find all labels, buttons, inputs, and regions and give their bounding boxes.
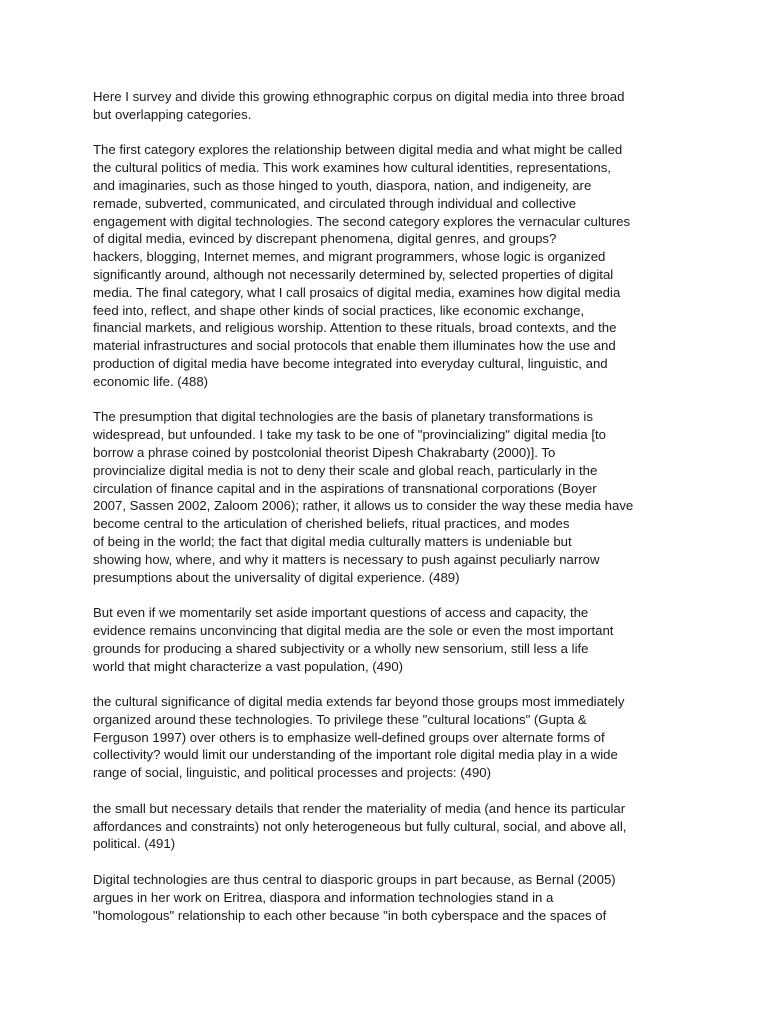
text-line: the small but necessary details that render the materiality of media (and hence its particular (93, 800, 626, 816)
text-line: range of social, linguistic, and political processes and projects: (490) (93, 765, 492, 781)
paragraph-2 (93, 141, 683, 390)
text-line: economic life. (488) (93, 373, 209, 389)
text-line: of digital media, evinced by discrepant phenomena, digital genres, and groups? (93, 231, 557, 247)
text-line: of being in the world; the fact that digital media culturally matters is undeniable but (93, 533, 572, 549)
text-line: production of digital media have become integrated into everyday cultural, linguistic, and (93, 355, 608, 371)
text-line: become central to the articulation of cherished beliefs, ritual practices, and modes (93, 516, 570, 532)
paragraph-1 (93, 88, 683, 124)
text-line: media. The final category, what I call prosaics of digital media, examines how digital media (93, 284, 621, 300)
text-line: the cultural significance of digital media extends far beyond those groups most immediately (93, 694, 625, 710)
text-line: Here I survey and divide this growing ethnographic corpus on digital media into three broad (93, 89, 625, 104)
text-line: 2007, Sassen 2002, Zaloom 2006); rather, it allows us to consider the way these media have (93, 498, 634, 514)
text-line: significantly around, although not necessarily determined by, selected properties of digital (93, 266, 614, 282)
text-line: widespread, but unfounded. I take my task to be one of "provincializing" digital media [to (93, 427, 606, 443)
text-line: engagement with digital technologies. The second category explores the vernacular cultures (93, 213, 631, 229)
paragraph-3 (93, 408, 683, 586)
text-line: world that might characterize a vast population, (490) (93, 658, 404, 674)
text-line: but overlapping categories. (93, 106, 252, 122)
paragraph-6 (93, 800, 683, 853)
text-line: political. (491) (93, 836, 176, 852)
text-line: Ferguson 1997) over others is to emphasize well-defined groups over alternate forms of (93, 729, 605, 745)
text-line: hackers, blogging, Internet memes, and migrant programmers, whose logic is organized (93, 249, 606, 265)
text-line: material infrastructures and social protocols that enable them illuminates how the use and (93, 338, 616, 354)
text-line: evidence remains unconvincing that digital media are the sole or even the most important (93, 622, 614, 638)
text-line: argues in her work on Eritrea, diaspora and information technologies stand in a (93, 889, 554, 905)
text-line: The presumption that digital technologies are the basis of planetary transformations is (93, 409, 593, 425)
text-line: feed into, reflect, and shape other kinds of social practices, like economic exchange, (93, 302, 585, 318)
text-line: borrow a phrase coined by postcolonial theorist Dipesh Chakrabarty (2000)]. To (93, 444, 556, 460)
text-line: showing how, where, and why it matters is necessary to push against peculiarly narrow (93, 551, 600, 567)
document-page (93, 88, 683, 942)
text-line: "homologous" relationship to each other because "in both cyberspace and the spaces of (93, 907, 607, 923)
paragraph-5 (93, 693, 683, 782)
text-line: provincialize digital media is not to deny their scale and global reach, particularly in the (93, 462, 598, 478)
text-line: presumptions about the universality of digital experience. (489) (93, 569, 460, 585)
text-line: Digital technologies are thus central to diasporic groups in part because, as Bernal (2005) (93, 872, 616, 888)
paragraph-4 (93, 604, 683, 675)
text-line: collectivity? would limit our understanding of the important role digital media play in a wide (93, 747, 618, 763)
text-line: financial markets, and religious worship. Attention to these rituals, broad contexts, and the (93, 320, 617, 336)
text-line: remade, subverted, communicated, and circulated through individual and collective (93, 195, 577, 211)
text-line: grounds for producing a shared subjectivity or a wholly new sensorium, still less a life (93, 640, 589, 656)
text-line: organized around these technologies. To privilege these "cultural locations" (Gupta & (93, 711, 587, 727)
text-line: circulation of finance capital and in the aspirations of transnational corporations (Boyer (93, 480, 597, 496)
text-line: The first category explores the relationship between digital media and what might be called (93, 142, 623, 158)
text-line: affordances and constraints) not only heterogeneous but fully cultural, social, and above all, (93, 818, 627, 834)
paragraph-7 (93, 871, 683, 924)
text-line: But even if we momentarily set aside important questions of access and capacity, the (93, 605, 589, 621)
text-line: the cultural politics of media. This work examines how cultural identities, representations, (93, 160, 611, 176)
text-line: and imaginaries, such as those hinged to youth, diaspora, nation, and indigeneity, are (93, 177, 592, 193)
